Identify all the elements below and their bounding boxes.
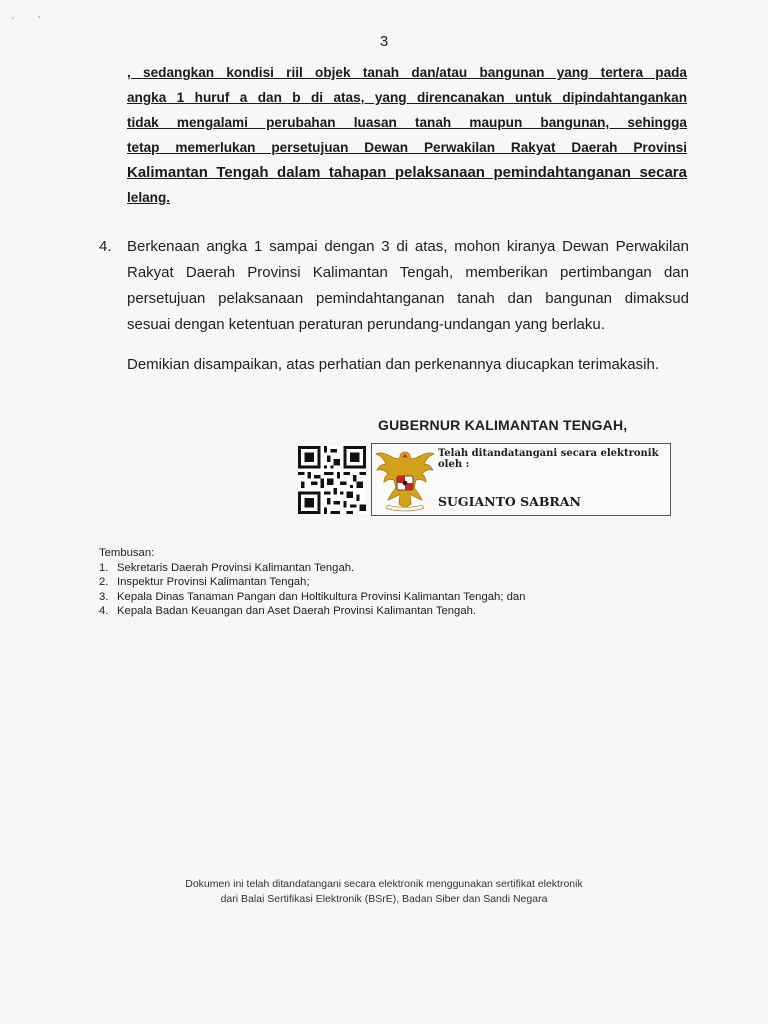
list-item xyxy=(99,590,525,605)
cc-item-number: 4. xyxy=(99,605,109,617)
scan-speck xyxy=(12,17,14,19)
esign-footer-note xyxy=(0,877,768,907)
cc-item-text: Kepala Dinas Tanaman Pangan dan Holtikultura Provinsi Kalimantan Tengah; dan xyxy=(117,590,526,603)
signature-certificate-box xyxy=(371,443,671,516)
list-item xyxy=(99,575,525,590)
cc-list xyxy=(99,561,525,619)
paragraph-line: Kalimantan Tengah dalam tahapan pelaksanaan pemindahtanganan secara xyxy=(127,164,687,181)
paragraph-line: lelang. xyxy=(127,190,171,205)
cc-item-text: Sekretaris Daerah Provinsi Kalimantan Tengah. xyxy=(117,561,355,574)
carbon-copy-section xyxy=(99,546,525,619)
garuda-emblem-icon xyxy=(374,446,436,514)
paragraph-line: tidak mengalami perubahan luasan tanah maupun bangunan, sehingga xyxy=(127,115,687,130)
closing-sentence: Demikian disampaikan, atas perhatian dan perkenannya diucapkan terimakasih. xyxy=(127,356,659,373)
page-number: 3 xyxy=(379,33,389,50)
cc-heading: Tembusan: xyxy=(99,547,155,559)
cc-item-number: 3. xyxy=(99,590,109,603)
list-item-line: sesuai dengan ketentuan peraturan perundang-undangan yang berlaku. xyxy=(127,316,605,333)
electronic-signature-block xyxy=(292,443,672,516)
cc-item-number: 2. xyxy=(99,576,109,588)
paragraph-line: , sedangkan kondisi riil objek tanah dan/atau bangunan yang tertera pada xyxy=(127,65,687,80)
footer-line: dari Balai Sertifikasi Elektronik (BSrE), Badan Siber dan Sandi Negara xyxy=(220,893,548,905)
list-item-line: persetujuan pelaksanaan pemindahtanganan tanah dan bangunan dimaksud xyxy=(127,290,689,307)
signer-title: GUBERNUR KALIMANTAN TENGAH, xyxy=(378,417,628,433)
esign-label: Telah ditandatangani secara elektronik oleh : xyxy=(438,448,659,470)
list-item xyxy=(99,561,525,576)
cc-item-text: Inspektur Provinsi Kalimantan Tengah; xyxy=(117,576,310,588)
paragraph-line: angka 1 huruf a dan b di atas, yang direncanakan untuk dipindahtangankan xyxy=(127,90,687,105)
list-item-line: Rakyat Daerah Provinsi Kalimantan Tengah, memberikan pertimbangan dan xyxy=(127,264,689,281)
signer-name: SUGIANTO SABRAN xyxy=(438,494,581,509)
qr-code-icon xyxy=(297,446,367,514)
list-item xyxy=(99,604,525,619)
cc-item-text: Kepala Badan Keuangan dan Aset Daerah Provinsi Kalimantan Tengah. xyxy=(117,605,477,617)
continued-paragraph xyxy=(127,60,687,210)
cc-item-number: 1. xyxy=(99,561,109,574)
list-item-4 xyxy=(99,234,689,338)
paragraph-line: tetap memerlukan persetujuan Dewan Perwakilan Rakyat Daerah Provinsi xyxy=(127,140,687,155)
list-item-number: 4. xyxy=(99,238,112,255)
list-item-text xyxy=(127,234,689,338)
list-item-line: Berkenaan angka 1 sampai dengan 3 di atas, mohon kiranya Dewan Perwakilan xyxy=(127,238,689,255)
footer-line: Dokumen ini telah ditandatangani secara elektronik menggunakan sertifikat elektronik xyxy=(185,878,583,890)
scan-speck xyxy=(38,16,40,18)
